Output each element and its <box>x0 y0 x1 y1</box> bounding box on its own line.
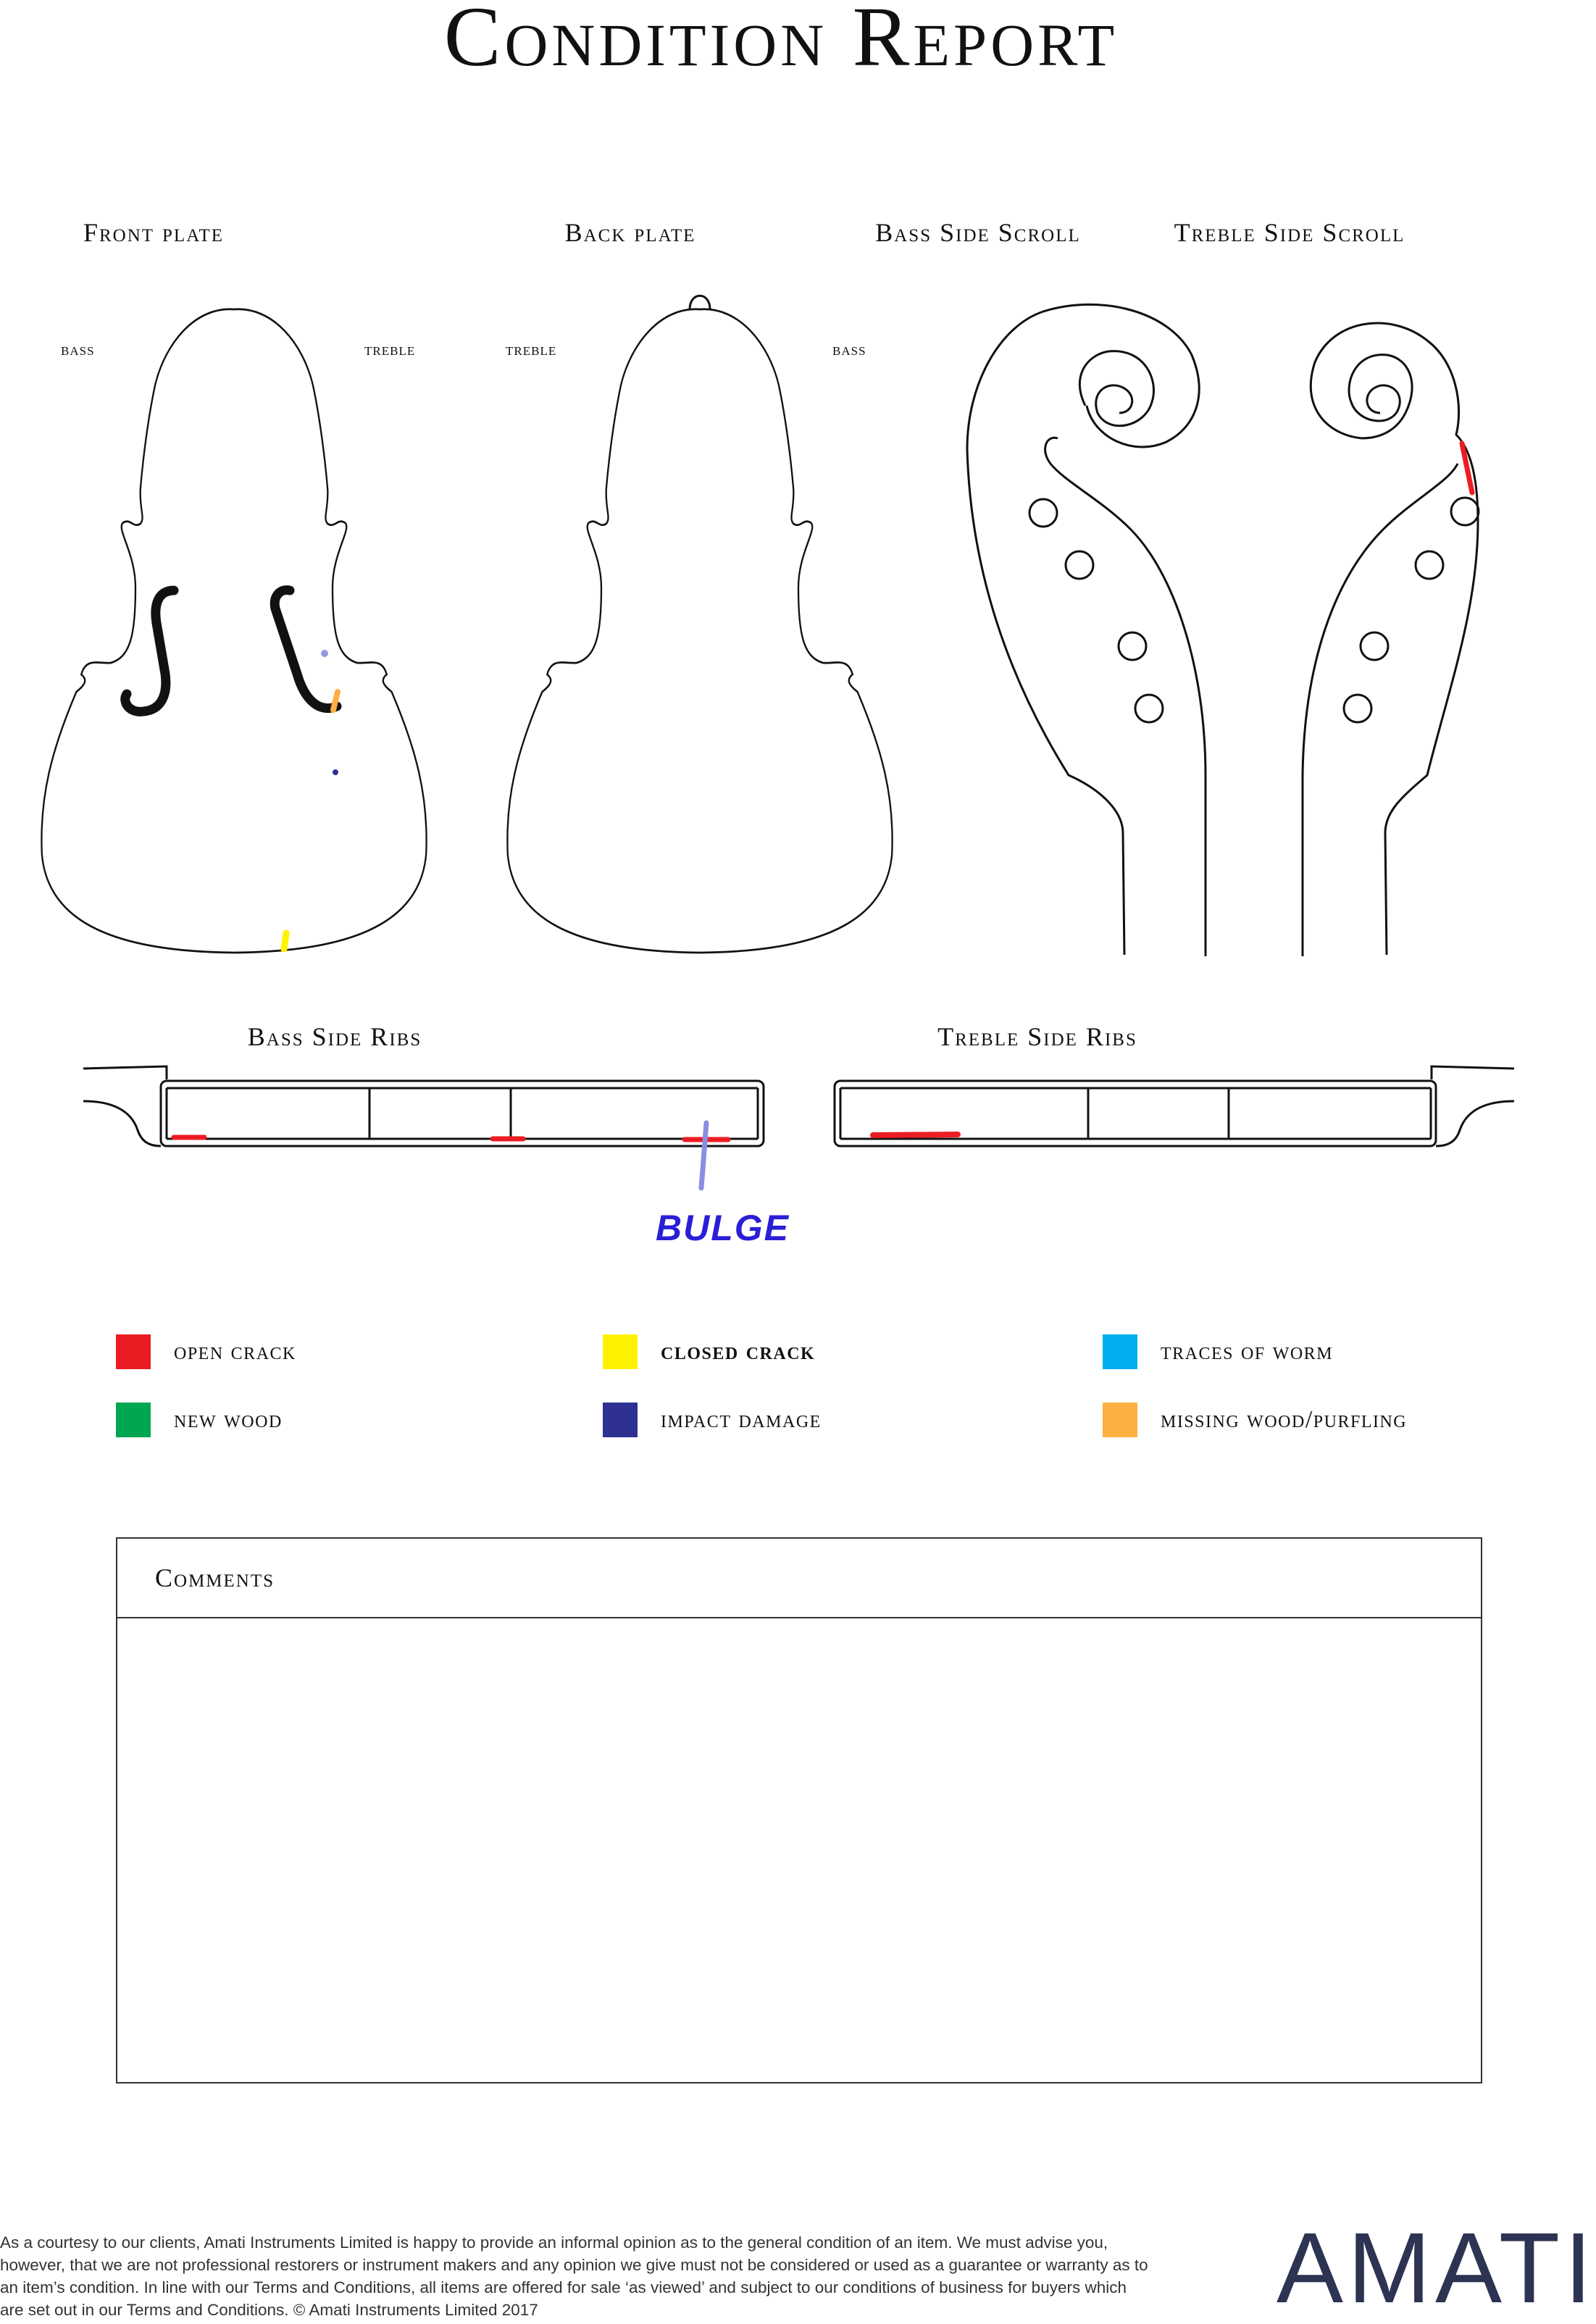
legend-label: missing wood/purfling <box>1161 1406 1408 1433</box>
comments-header <box>117 1539 1481 1618</box>
amati-logo: AMATI <box>1277 2212 1596 2324</box>
legend-label: impact damage <box>661 1406 822 1433</box>
comments-field[interactable] <box>117 1618 1481 2082</box>
back-treble-label: treble <box>506 340 557 359</box>
disclaimer-text: As a courtesy to our clients, Amati Instruments Limited is happy to provide an informal opinion as to the general condition of an item. We must advise you, however, that we are not professional restorers or instrument makers and any opinion we give must not be considered or used as a guarantee or warranty as to an item’s condition. In line with our Terms and Conditions, all items are offered for sale ‘as viewed’ and subject to our conditions of business for buyers which are set out in our Terms and Conditions. © Amati Instruments Limited 2017 <box>0 2233 1148 2319</box>
front-bass-label: bass <box>61 340 95 359</box>
comments-label: Comments <box>155 1563 275 1592</box>
legend-impact-damage <box>603 1403 822 1437</box>
legend-label: new wood <box>174 1406 283 1433</box>
comments-box <box>116 1537 1482 2083</box>
front-plate-diagram <box>41 309 426 953</box>
bass-side-scroll-title: Bass Side Scroll <box>875 218 1081 247</box>
bass-side-ribs-title: Bass Side Ribs <box>247 1022 422 1051</box>
legend-missing-wood <box>1103 1403 1407 1437</box>
treble-side-scroll-diagram <box>1303 323 1479 956</box>
bulge-pointer <box>701 1123 706 1188</box>
treble-f-hole <box>275 590 337 708</box>
legend-swatch <box>603 1334 638 1369</box>
back-plate-title: Back plate <box>564 218 696 247</box>
back-plate-diagram <box>507 296 892 953</box>
front-treble-label: treble <box>364 340 416 359</box>
legend-label: traces of worm <box>1161 1338 1334 1365</box>
legend-swatch <box>116 1403 151 1437</box>
bass-side-ribs-diagram <box>83 1066 764 1146</box>
legend-closed-crack <box>603 1334 815 1369</box>
treble-side-scroll-title: Treble Side Scroll <box>1174 218 1405 247</box>
impact-damage-mark <box>333 769 338 775</box>
bulge-annotation: BULGE <box>656 1208 790 1248</box>
legend-new-wood <box>116 1403 283 1437</box>
back-bass-label: bass <box>832 340 866 359</box>
treble-side-ribs-title: Treble Side Ribs <box>937 1022 1137 1051</box>
legend-open-crack <box>116 1334 296 1369</box>
page-title: Condition Report <box>443 0 1119 84</box>
open-crack-mark <box>873 1134 958 1135</box>
closed-crack-mark <box>284 933 286 949</box>
legend-label: closed crack <box>661 1338 816 1365</box>
legend-swatch <box>1103 1403 1137 1437</box>
bass-side-scroll-diagram <box>967 304 1206 956</box>
legend-swatch <box>603 1403 638 1437</box>
bass-f-hole <box>125 590 174 711</box>
impact-damage-mark <box>321 650 328 657</box>
legend-swatch <box>116 1334 151 1369</box>
front-plate-title: Front plate <box>83 218 225 247</box>
legend-traces-of-worm <box>1103 1334 1333 1369</box>
legend-swatch <box>1103 1334 1137 1369</box>
back-button <box>690 296 710 309</box>
legend-label: open crack <box>174 1338 296 1365</box>
